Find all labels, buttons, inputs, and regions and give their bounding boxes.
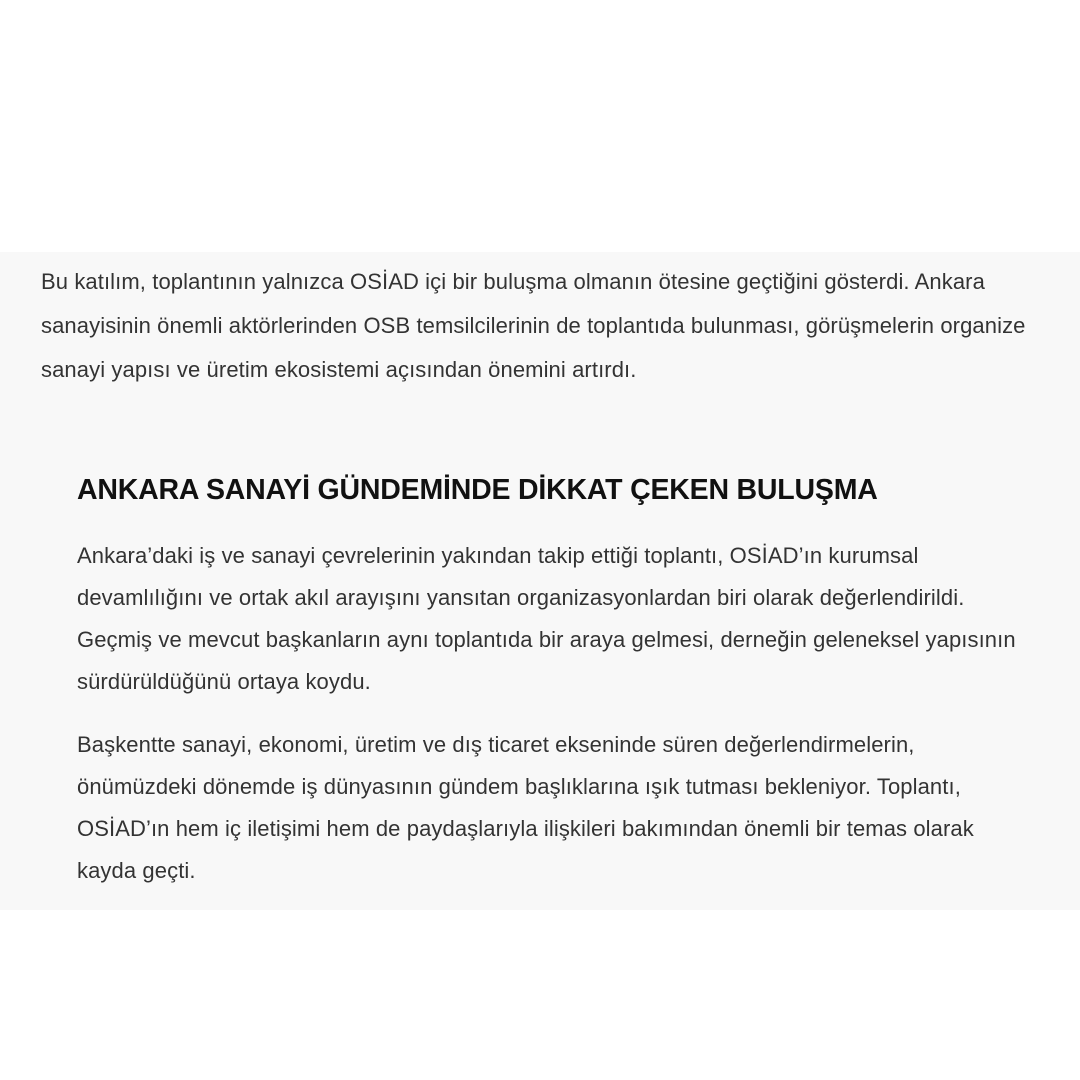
intro-paragraph: Bu katılım, toplantının yalnızca OSİAD içi bir buluşma olmanın ötesine geçtiğini gösterdi. Ankara sanayisinin önemli aktörlerinden OSB temsilcilerinin de toplantıda bulunması, görüşmelerin organize sanayi yapısı ve üretim ekosistemi açısından önemini artırdı. bbox=[41, 269, 1026, 382]
body-paragraph-2: Başkentte sanayi, ekonomi, üretim ve dış ticaret ekseninde süren değerlendirmelerin, önümüzdeki dönemde iş dünyasının gündem başlıklarına ışık tutması bekleniyor. Toplantı, OSİAD’ın hem iç iletişimi hem de paydaşlarıyla ilişkileri bakımından önemli bir temas olarak kayda geçti. bbox=[77, 732, 974, 883]
body-paragraph-1: Ankara’daki iş ve sanayi çevrelerinin yakından takip ettiği toplantı, OSİAD’ın kurumsal devamlılığını ve ortak akıl arayışını yansıtan organizasyonlardan biri olarak değerlendirildi. Geçmiş ve mevcut başkanların aynı toplantıda bir araya gelmesi, derneğin geleneksel yapısının sürdürüldüğünü ortaya koydu. bbox=[77, 543, 1016, 694]
section-heading: ANKARA SANAYİ GÜNDEMİNDE DİKKAT ÇEKEN BULUŞMA bbox=[77, 474, 878, 506]
article-panel bbox=[0, 252, 1080, 910]
